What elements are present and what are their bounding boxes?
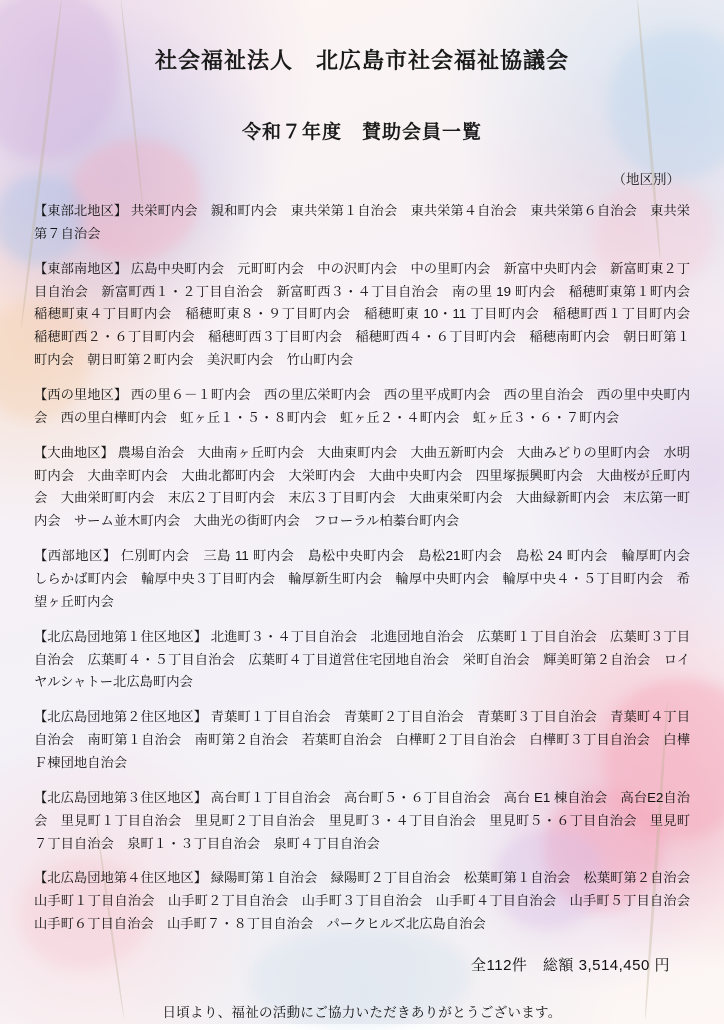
section-members: 農場自治会 大曲南ヶ丘町内会 大曲東町内会 大曲五新町内会 大曲みどりの里町内会 水明町内会 大曲幸町内会 大曲北都町内会 大栄町内会 大曲中央町内会 四里塚振興町内会 大曲桜が丘町内会 大曲栄町町内会 末広２丁目町内会 末広３丁目町内会 大曲東栄町内会 大曲緑新町内会 末広第一町内会 サーム並木町内会 大曲光の街町内会 フローラル柏蓁台町内会 — [34, 444, 691, 529]
section-row — [34, 200, 690, 246]
section-row — [34, 384, 690, 430]
section-members: 仁別町内会 三島 11 町内会 島松中央町内会 島松21町内会 島松 24 町内会 輪厚町内会 しらかば町内会 輪厚中央３丁目町内会 輪厚新生町内会 輪厚中央町内会 輪厚中央４・５丁目町内会 希望ヶ丘町内会 — [34, 548, 704, 609]
section-label: 【大曲地区】 — [34, 444, 114, 460]
section-label: 【東部北地区】 — [34, 203, 128, 218]
section-label: 【西部地区】 — [34, 548, 117, 564]
section-members: 北進町３・４丁目自治会 北進団地自治会 広葉町１丁目自治会 広葉町３丁目自治会 広葉町４・５丁目自治会 広葉町４丁目道営住宅団地自治会 栄町自治会 輝美町第２自治会 ロイヤルシャトー北広島町内会 — [34, 628, 691, 690]
section-members: 共栄町内会 親和町内会 東共栄第１自治会 東共栄第４自治会 東共栄第６自治会 東共栄第７自治会 — [34, 203, 691, 241]
page-title: 社会福祉法人 北広島市社会福祉協議会 — [154, 48, 569, 73]
section-row — [34, 706, 690, 775]
section-members: 西の里６－１町内会 西の里広栄町内会 西の里平成町内会 西の里自治会 西の里中央町内会 西の里白樺町内会 虹ヶ丘１・５・８町内会 虹ヶ丘２・４町内会 虹ヶ丘３・６・７町内会 — [34, 387, 691, 425]
section-row — [34, 626, 690, 695]
section-label: 【北広島団地第２住区地区】 — [34, 709, 208, 725]
section-list — [34, 200, 704, 936]
section-row — [34, 867, 704, 936]
section-label: 【西の里地区】 — [34, 387, 128, 403]
section-members: 青葉町１丁目自治会 青葉町２丁目自治会 青葉町３丁目自治会 青葉町４丁目自治会 南町第１自治会 南町第２自治会 若葉町自治会 白樺町２丁目自治会 白樺町３丁目自治会 白樺Ｆ棟団地自治会 — [34, 709, 691, 771]
section-label: 【東部南地区】 — [34, 260, 128, 276]
section-label: 【北広島団地第４住区地区】 — [34, 870, 208, 886]
totals-line: 全112件 総額 3,514,450 円 — [471, 957, 670, 975]
section-members: 緑陽町第１自治会 緑陽町２丁目自治会 松葉町第１自治会 松葉町第２自治会 山手町１丁目自治会 山手町２丁目自治会 山手町３丁目自治会 山手町４丁目自治会 山手町５丁目自治会 山手町６丁目自治会 山手町７・８丁目自治会 パークヒルズ北広島自治会 — [34, 870, 704, 932]
page-subtitle: 令和７年度 賛助会員一覧 — [241, 122, 482, 143]
section-label: 【北広島団地第３住区地区】 — [34, 789, 208, 805]
section-row — [34, 258, 704, 372]
section-row — [34, 787, 690, 856]
section-members: 広島中央町内会 元町町内会 中の沢町内会 中の里町内会 新富中央町内会 新富町東２丁目自治会 新富町西１・２丁目自治会 新富町西３・４丁目自治会 南の里 19 町内会 稲穂町東第１町内会 稲穂町東４丁目町内会 稲穂町東８・９丁目町内会 稲穂町東 10・11 丁目町内会 稲穂町西１丁目町内会 稲穂町西２・６丁目町内会 稲穂町西３丁目町内会 稲穂町西４・６丁目町内会 稲穂南町内会 朝日町第１町内会 朝日町第２町内会 美沢町内会 竹山町内会 — [34, 260, 704, 368]
section-row — [34, 442, 690, 533]
section-members: 高台町１丁目自治会 高台町５・６丁目自治会 高台 E1 棟自治会 高台E2自治会 里見町１丁目自治会 里見町２丁目自治会 里見町３・４丁目自治会 里見町５・６丁目自治会 里見町７丁目自治会 泉町１・３丁目自治会 泉町４丁目自治会 — [34, 789, 691, 851]
sort-note: （地区別） — [612, 172, 680, 187]
closing-message: 日頃より、福祉の活動にご協力いただきありがとうございます。 — [162, 1005, 562, 1021]
section-row — [34, 545, 704, 614]
section-label: 【北広島団地第１住区地区】 — [34, 628, 208, 644]
